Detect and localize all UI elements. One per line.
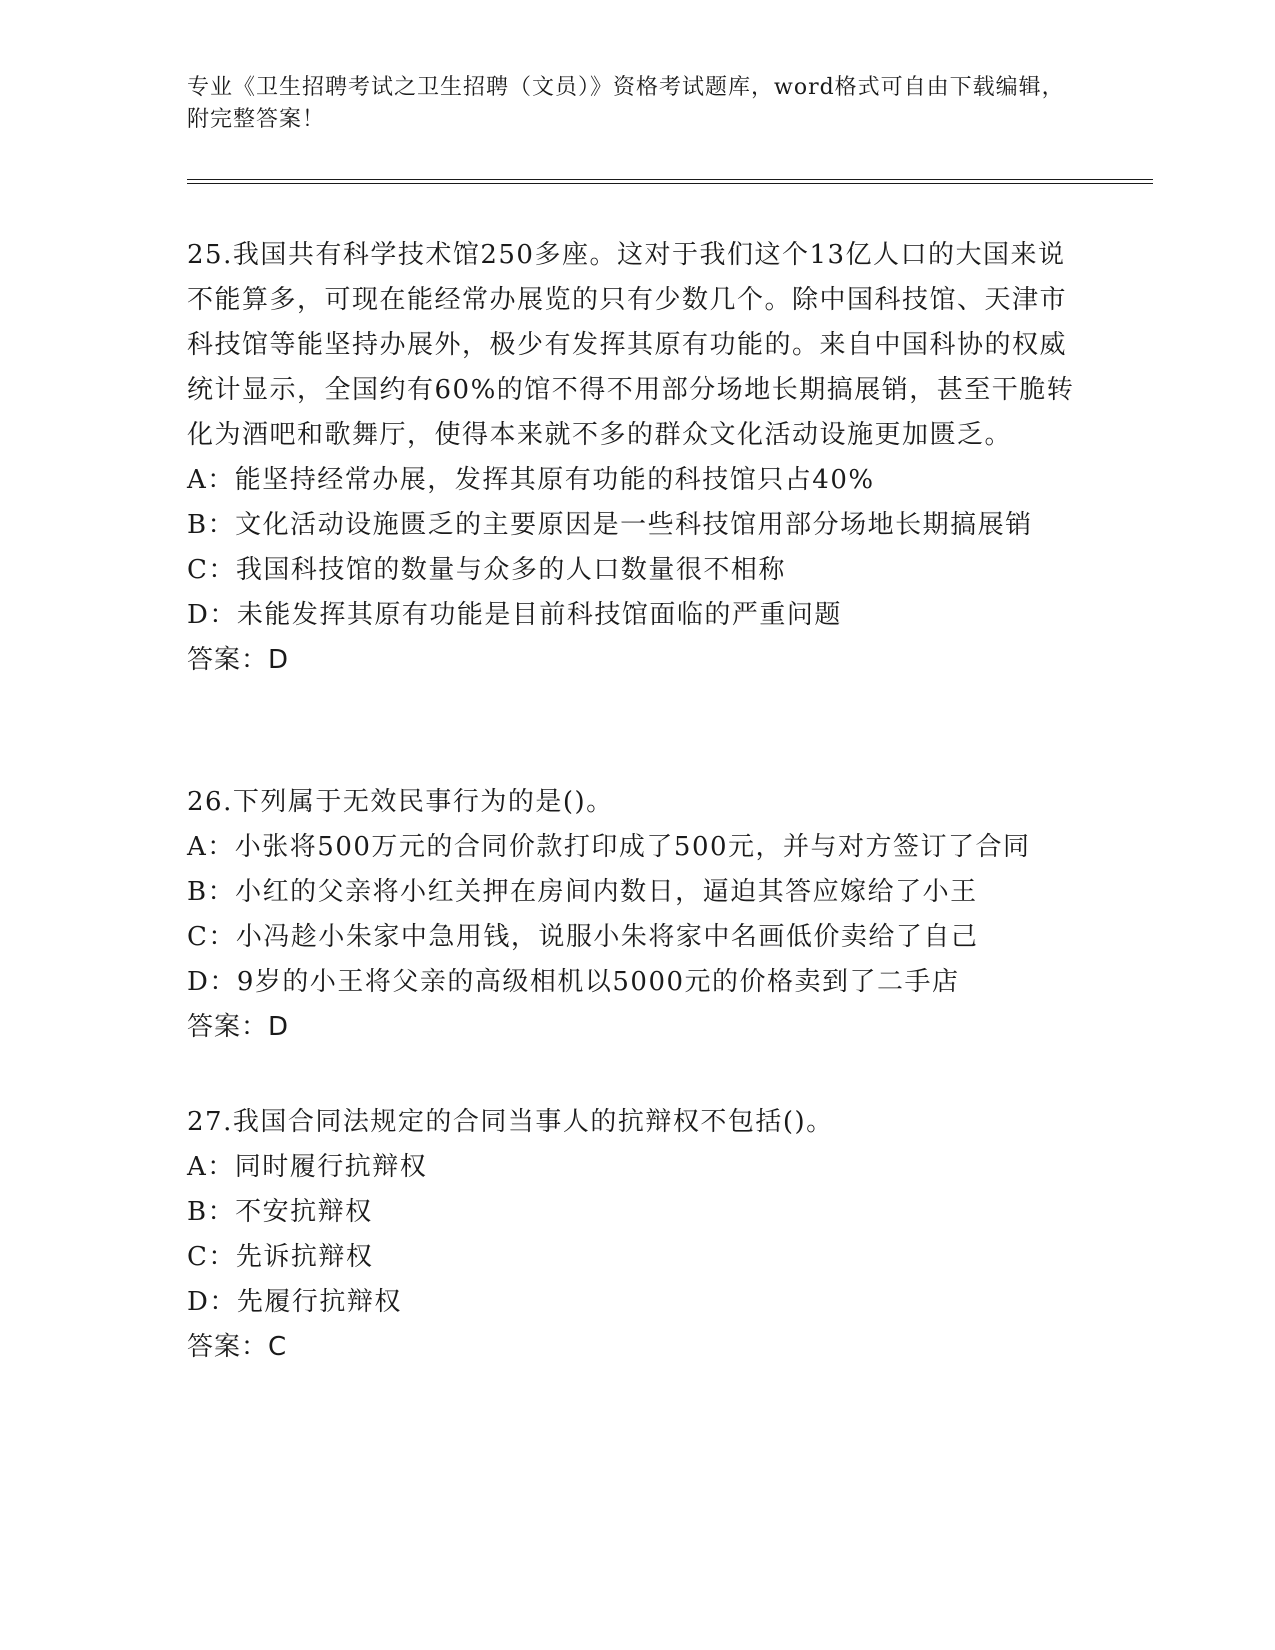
option-a: A：同时履行抗辩权 [187,1152,428,1182]
option-c: C：先诉抗辩权 [187,1242,374,1272]
option-a: A：能坚持经常办展，发挥其原有功能的科技馆只占40% [187,465,875,495]
option-b: B：文化活动设施匮乏的主要原因是一些科技馆用部分场地长期搞展销 [187,510,1033,540]
option-d: D：先履行抗辩权 [187,1287,402,1317]
option-c: C：我国科技馆的数量与众多的人口数量很不相称 [187,555,786,585]
question-stem: 25.我国共有科学技术馆250多座。这对于我们这个13亿人口的大国来说不能算多，可现在能经常办展览的只有少数几个。除中国科技馆、天津市科技馆等能坚持办展外，极少有发挥其原有功能的。来自中国科协的权威统计显示，全国约有60%的馆不得不用部分场地长期搞展销，甚至干脆转化为酒吧和歌舞厅，使得本来就不多的群众文化活动设施更加匮乏。 [187,240,1075,450]
question-27 [187,1100,1087,1370]
option-b: B：不安抗辩权 [187,1197,373,1227]
answer: 答案：D [187,1012,290,1042]
option-b: B：小红的父亲将小红关押在房间内数日，逼迫其答应嫁给了小王 [187,877,978,907]
answer: 答案：C [187,1332,288,1362]
question-26 [187,780,1087,1050]
option-c: C：小冯趁小朱家中急用钱，说服小朱将家中名画低价卖给了自己 [187,922,979,952]
option-a: A：小张将500万元的合同价款打印成了500元，并与对方签订了合同 [187,832,1031,862]
header-divider-top [187,179,1153,180]
option-d: D：未能发挥其原有功能是目前科技馆面临的严重问题 [187,600,842,630]
header-divider-bottom [187,183,1153,184]
question-25 [187,233,1087,683]
document-header: 专业《卫生招聘考试之卫生招聘（文员）》资格考试题库，word格式可自由下载编辑，附完整答案！ [187,75,1065,132]
question-stem: 26.下列属于无效民事行为的是()。 [187,787,614,817]
option-d: D：9岁的小王将父亲的高级相机以5000元的价格卖到了二手店 [187,967,960,997]
question-stem: 27.我国合同法规定的合同当事人的抗辩权不包括()。 [187,1107,834,1137]
answer: 答案：D [187,645,290,675]
